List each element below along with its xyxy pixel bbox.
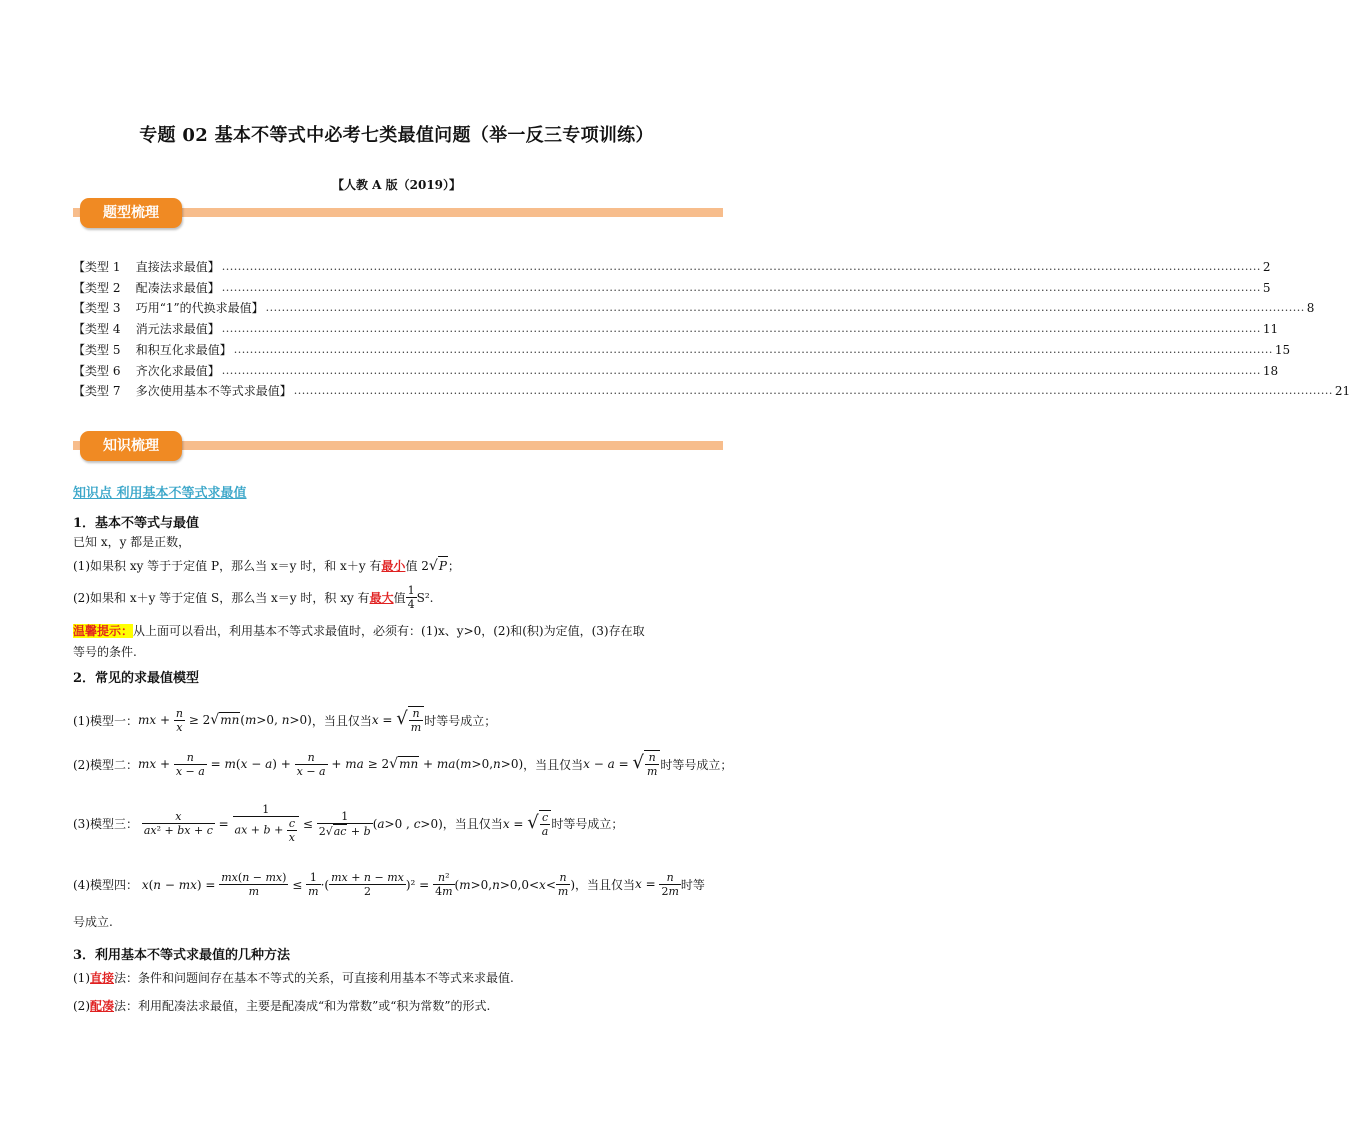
model-3-eq: x = √ $\frac{c}{a}$ bbox=[503, 810, 552, 838]
toc-row[interactable] bbox=[73, 340, 1291, 360]
model-label: (4)模型四： bbox=[73, 878, 138, 892]
toc-leader-dots: .................................................................................................................................................................................................................................................................... bbox=[265, 301, 1305, 315]
model-1-eq: x = √ $\frac{n}{m}$ bbox=[372, 706, 424, 734]
sqrt-expression: P bbox=[438, 559, 447, 573]
model-cond: ，当且仅当 bbox=[442, 817, 503, 831]
model-4-eq: x = $\frac{n}{2m}$ bbox=[635, 871, 679, 898]
method-1 bbox=[73, 969, 514, 987]
toc-leader-dots: .................................................................................................................................................................................................................................................................... bbox=[221, 363, 1261, 377]
tip-text: 从上面可以看出，利用基本不等式求最值时，必须有：(1)x、y>0，(2)和(积)为定值，(3)存在取 bbox=[133, 624, 645, 638]
toc-label: 【类型 3 巧用“1”的代换求最值】 bbox=[73, 301, 264, 316]
toc-row[interactable] bbox=[73, 361, 1279, 381]
toc-page-number: 8 bbox=[1306, 301, 1315, 316]
model-cond: ，当且仅当 bbox=[575, 878, 636, 892]
model-4-formula: x ( n − mx ) = $\frac{mx(n - mx)}{m}$ ≤ $\frac{1}{m}$ ·( $\frac{mx + n - mx}{2}$ )² = $\frac{\text{n²}}{4m}$ ( m >0, n >0,0< x < $\frac{n}{m}$ ) bbox=[141, 871, 575, 898]
knowledge-point-title: 知识点 利用基本不等式求最值 bbox=[73, 486, 247, 501]
min-keyword: 最小 bbox=[381, 559, 406, 573]
toc-page-number: 2 bbox=[1262, 260, 1271, 274]
toc-label: 【类型 4 消元法求最值】 bbox=[73, 322, 220, 337]
toc-row[interactable] bbox=[73, 381, 1350, 401]
model-end: 时等号成立； bbox=[551, 817, 624, 831]
method-text: 法：条件和问题间存在基本不等式的关系，可直接利用基本不等式来求最值. bbox=[114, 971, 514, 985]
toc-section-label: 题型梳理 bbox=[80, 198, 182, 228]
model-end: 时等 bbox=[680, 878, 705, 892]
model-3 bbox=[73, 803, 623, 844]
toc-page-number: 15 bbox=[1274, 342, 1291, 357]
heading-1: 1．基本不等式与最值 bbox=[73, 516, 200, 531]
toc-leader-dots: .................................................................................................................................................................................................................................................................... bbox=[233, 342, 1273, 356]
conclusion-2-end: S². bbox=[416, 590, 434, 605]
model-end: 时等号成立； bbox=[424, 713, 497, 728]
model-label: (2)模型二： bbox=[73, 757, 138, 772]
model-2-formula: mx + $\frac{n}{x - a}$ = m(x − a) + $\frac{n}{x - a}$ + ma ≥ 2√mn + ma(m>0,n>0) bbox=[138, 750, 524, 778]
toc-row[interactable] bbox=[73, 319, 1279, 339]
model-2 bbox=[73, 750, 732, 778]
model-label: (3)模型三： bbox=[73, 817, 138, 831]
toc-leader-dots: .................................................................................................................................................................................................................................................................... bbox=[293, 384, 1333, 398]
toc-label: 【类型 1 直接法求最值】 bbox=[73, 260, 220, 274]
toc-label: 【类型 7 多次使用基本不等式求最值】 bbox=[73, 384, 292, 399]
intro-text: 已知 x，y 都是正数， bbox=[73, 535, 191, 549]
model-label: (1)模型一： bbox=[73, 713, 138, 728]
toc-row[interactable] bbox=[73, 257, 1271, 277]
tip-line-2: 等号的条件. bbox=[73, 645, 137, 659]
toc-label: 【类型 6 齐次化求最值】 bbox=[73, 363, 220, 378]
tip-line bbox=[73, 622, 645, 640]
model-cond: ，当且仅当 bbox=[523, 757, 584, 772]
method-num: (2) bbox=[73, 999, 90, 1013]
toc-page-number: 18 bbox=[1262, 363, 1279, 378]
toc-page-number: 11 bbox=[1262, 322, 1279, 337]
conclusion-2-text: 值 bbox=[393, 590, 406, 605]
heading-2: 2．常见的求最值模型 bbox=[73, 671, 200, 686]
heading-3: 3．利用基本不等式求最值的几种方法 bbox=[73, 948, 291, 963]
knowledge-section-label: 知识梳理 bbox=[80, 431, 182, 461]
model-4-tail: 号成立. bbox=[73, 915, 113, 929]
model-1 bbox=[73, 706, 496, 734]
toc-label: 【类型 2 配凑法求最值】 bbox=[73, 280, 220, 295]
conclusion-1-text: 值 2 bbox=[405, 559, 429, 573]
model-4 bbox=[73, 871, 705, 898]
method-text: 法：利用配凑法求最值，主要是配凑成“和为常数”或“积为常数”的形式. bbox=[114, 999, 491, 1013]
model-cond: ，当且仅当 bbox=[311, 713, 372, 728]
conclusion-1-end: ； bbox=[447, 559, 460, 573]
direct-keyword: 直接 bbox=[90, 971, 115, 985]
toc-page-number: 21 bbox=[1334, 384, 1350, 399]
toc-page-number: 5 bbox=[1262, 280, 1271, 295]
toc-leader-dots: .................................................................................................................................................................................................................................................................... bbox=[221, 260, 1261, 273]
toc-leader-dots: .................................................................................................................................................................................................................................................................... bbox=[221, 322, 1261, 336]
fraction: $\frac{1}{4}$ bbox=[407, 584, 415, 611]
max-keyword: 最大 bbox=[369, 590, 394, 605]
method-num: (1) bbox=[73, 971, 90, 985]
model-end: 时等号成立； bbox=[660, 757, 733, 772]
toc-leader-dots: .................................................................................................................................................................................................................................................................... bbox=[221, 280, 1261, 294]
conclusion-2-text: (2)如果和 x＋y 等于定值 S，那么当 x＝y 时，积 xy 有 bbox=[73, 590, 370, 605]
method-2 bbox=[73, 997, 490, 1015]
model-2-eq: x − a = √ $\frac{n}{m}$ bbox=[583, 750, 660, 778]
tip-label: 温馨提示： bbox=[73, 624, 134, 638]
edition-label: 【人教 A 版（2019）】 bbox=[331, 178, 462, 192]
toc-row[interactable] bbox=[73, 298, 1315, 318]
combine-keyword: 配凑 bbox=[90, 999, 115, 1013]
conclusion-1-text: (1)如果积 xy 等于于定值 P，那么当 x＝y 时，和 x＋y 有 bbox=[73, 559, 382, 573]
model-1-formula: mx + $\frac{n}{x}$ ≥ 2√mn(m>0, n>0) bbox=[138, 706, 312, 734]
toc-label: 【类型 5 和积互化求最值】 bbox=[73, 342, 232, 357]
conclusion-1: (1)如果积 xy 等于于定值 P，那么当 x＝y 时，和 x＋y 有最小值 2√P； bbox=[73, 558, 460, 574]
toc-row[interactable] bbox=[73, 278, 1271, 298]
conclusion-2 bbox=[73, 584, 433, 611]
model-3-formula: $\frac{x}{\text{ax² + bx + c}}$ = 1 ax + b + $\frac{c}{x}$ ≤ $\frac{1}{2√ac + b}$ ( a >0 , c >0) bbox=[143, 803, 443, 844]
page-title: 专题 02 基本不等式中必考七类最值问题（举一反三专项训练） bbox=[139, 125, 654, 146]
